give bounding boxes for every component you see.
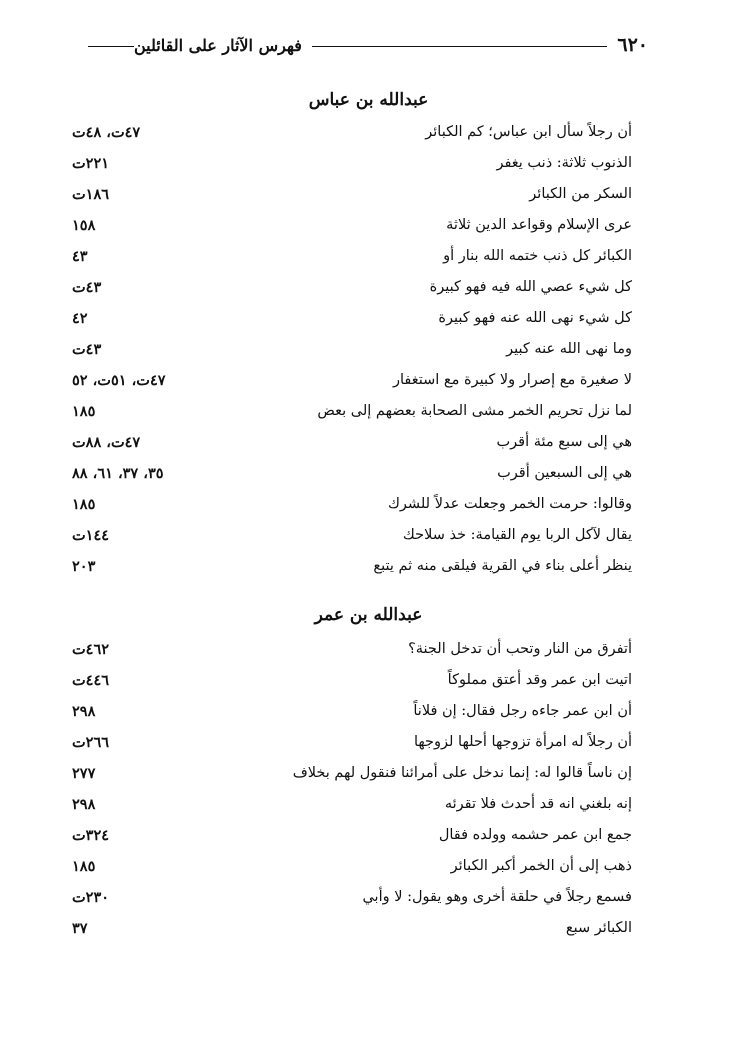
entry-ref: ٤٣ [72, 248, 88, 265]
entry-ref: ١٨٥ [72, 496, 96, 513]
entry-row [72, 520, 632, 551]
entry-row [72, 241, 632, 272]
entry-text: يقال لآكل الربا يوم القيامة: خذ سلاحك [402, 527, 632, 543]
entry-text: أن رجلاً له امرأة تزوجها أحلها لزوجها [413, 734, 632, 750]
entry-ref: ٢٢١ت [72, 155, 110, 172]
entry-text: كل شيء عصي الله فيه فهو كبيرة [429, 279, 632, 295]
entry-text: وقالوا: حرمت الخمر وجعلت عدلاً للشرك [387, 496, 632, 512]
entry-ref: ١٥٨ [72, 217, 96, 234]
entry-row [72, 179, 632, 210]
entry-ref: ٤٣ت [72, 341, 102, 358]
entry-text: عرى الإسلام وقواعد الدين ثلاثة [446, 217, 632, 233]
entry-ref: ١٤٤ت [72, 527, 110, 544]
entry-ref: ٤٧ت، ٤٨ت [72, 124, 141, 141]
entry-row [72, 365, 632, 396]
entry-row [72, 913, 632, 944]
entry-ref: ٣٥، ٣٧، ٦١، ٨٨ [72, 465, 164, 482]
entry-ref: ٤٧ت، ٥١ت، ٥٢ [72, 372, 166, 389]
entry-text: ينظر أعلى بناء في القرية فيلقى منه ثم يتبع [373, 558, 632, 574]
entry-text: لما نزل تحريم الخمر مشى الصحابة بعضهم إلى بعض [317, 403, 632, 419]
entry-list [72, 634, 632, 944]
entry-text: أن ابن عمر جاءه رجل فقال: إن فلاناً [413, 703, 632, 719]
header-rule [312, 46, 607, 47]
entry-text: وما نهى الله عنه كبير [506, 341, 632, 357]
entry-ref: ٣٢٤ت [72, 827, 110, 844]
entry-ref: ٢٣٠ت [72, 889, 110, 906]
entry-row [72, 882, 632, 913]
entry-ref: ٢٩٨ [72, 796, 96, 813]
entry-ref: ٤٢ [72, 310, 88, 327]
entry-ref: ٢٧٧ [72, 765, 96, 782]
entry-row [72, 696, 632, 727]
entry-ref: ٣٧ [72, 920, 88, 937]
entry-row [72, 758, 632, 789]
entry-ref: ١٨٥ [72, 403, 96, 420]
entry-ref: ٤٦٢ت [72, 641, 110, 658]
entry-text: اتيت ابن عمر وقد أعتق مملوكاً [447, 672, 632, 688]
entry-row [72, 727, 632, 758]
running-header [78, 32, 648, 58]
entry-text: الكبائر كل ذنب ختمه الله بنار أو [443, 248, 632, 264]
entry-row [72, 210, 632, 241]
page-number: ٦٢٠ [617, 34, 648, 56]
entry-row [72, 117, 632, 148]
entry-ref: ٢٩٨ [72, 703, 96, 720]
entry-row [72, 303, 632, 334]
entry-ref: ١٨٥ [72, 858, 96, 875]
entry-text: إن ناساً قالوا له: إنما ندخل على أمرائنا فنقول لهم بخلاف [292, 765, 632, 781]
entry-text: ذهب إلى أن الخمر أكبر الكبائر [450, 858, 632, 874]
entry-text: لا صغيرة مع إصرار ولا كبيرة مع استغفار [393, 372, 632, 388]
entry-text: أتفرق من النار وتحب أن تدخل الجنة؟ [408, 641, 632, 657]
entry-row [72, 427, 632, 458]
entry-row [72, 789, 632, 820]
entry-ref: ٤٣ت [72, 279, 102, 296]
section-heading: عبدالله بن عباس [308, 90, 429, 110]
entry-ref: ٢٦٦ت [72, 734, 110, 751]
entry-text: هي إلى سبع مئة أقرب [496, 434, 632, 450]
entry-text: كل شيء نهى الله عنه فهو كبيرة [438, 310, 632, 326]
entry-text: الكبائر سبع [565, 920, 632, 936]
entry-ref: ٤٧ت، ٨٨ت [72, 434, 141, 451]
section-heading: عبدالله بن عمر [314, 605, 423, 625]
entry-ref: ٢٠٣ [72, 558, 96, 575]
entry-row [72, 458, 632, 489]
entry-text: جمع ابن عمر حشمه وولده فقال [438, 827, 632, 843]
entry-text: السكر من الكبائر [529, 186, 632, 202]
entry-text: أن رجلاً سأل ابن عباس؛ كم الكبائر [425, 124, 632, 140]
entry-ref: ٤٤٦ت [72, 672, 110, 689]
entry-text: إنه بلغني انه قد أحدث فلا تقرئه [444, 796, 632, 812]
entry-text: الذنوب ثلاثة: ذنب يغفر [496, 155, 632, 171]
entry-row [72, 148, 632, 179]
entry-row [72, 551, 632, 582]
header-title: فهرس الآثار على القائلين [134, 35, 302, 55]
entry-row [72, 396, 632, 427]
entry-row [72, 334, 632, 365]
entry-text: هي إلى السبعين أقرب [497, 465, 632, 481]
entry-list [72, 117, 632, 582]
entry-row [72, 634, 632, 665]
entry-text: فسمع رجلاً في حلقة أخرى وهو يقول: لا وأبي [362, 889, 632, 905]
entry-row [72, 851, 632, 882]
entry-ref: ١٨٦ت [72, 186, 110, 203]
header-rule-end [88, 46, 134, 47]
entry-row [72, 272, 632, 303]
entry-row [72, 489, 632, 520]
entry-row [72, 665, 632, 696]
entry-row [72, 820, 632, 851]
